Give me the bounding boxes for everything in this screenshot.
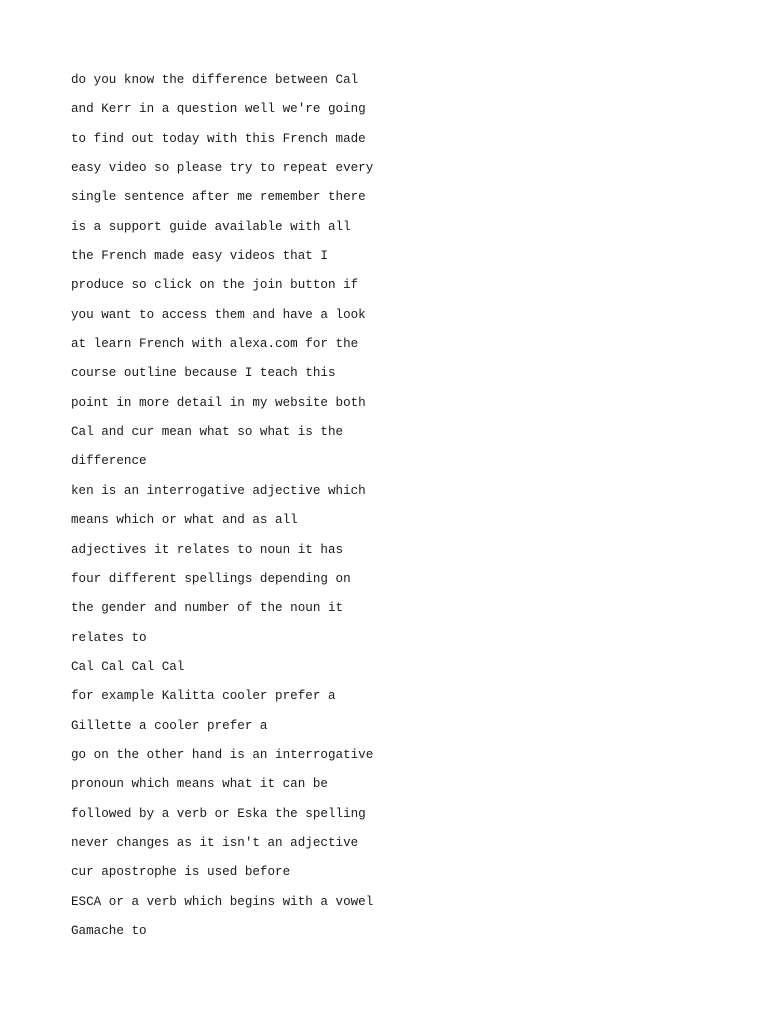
- transcript-line: is a support guide available with all: [71, 219, 351, 234]
- transcript-line: single sentence after me remember there: [71, 190, 366, 205]
- transcript-line: cur apostrophe is used before: [71, 865, 291, 880]
- transcript-line: at learn French with alexa.com for the: [71, 337, 359, 352]
- transcript-line: Gamache to: [71, 923, 147, 938]
- transcript-line: difference: [71, 454, 147, 469]
- transcript-line: do you know the difference between Cal: [71, 73, 359, 87]
- transcript-line: course outline because I teach this: [71, 366, 336, 381]
- transcript-line: the French made easy videos that I: [71, 249, 328, 264]
- transcript-line: four different spellings depending on: [71, 571, 351, 586]
- transcript-line: means which or what and as all: [71, 513, 298, 528]
- transcript-text: [71, 70, 373, 950]
- transcript-line: never changes as it isn't an adjective: [71, 835, 359, 850]
- transcript-line: followed by a verb or Eska the spelling: [71, 806, 366, 821]
- transcript-line: Cal and cur mean what so what is the: [71, 425, 344, 440]
- transcript-line: Gillette a cooler prefer a: [71, 718, 268, 733]
- transcript-line: pronoun which means what it can be: [71, 777, 328, 792]
- transcript-line: produce so click on the join button if: [71, 278, 359, 293]
- transcript-line: to find out today with this French made: [71, 131, 366, 146]
- transcript-line: go on the other hand is an interrogative: [71, 747, 374, 762]
- transcript-line: ken is an interrogative adjective which: [71, 483, 366, 498]
- transcript-line: for example Kalitta cooler prefer a: [71, 689, 336, 704]
- transcript-line: the gender and number of the noun it: [71, 601, 344, 616]
- transcript-line: ESCA or a verb which begins with a vowel: [71, 894, 374, 909]
- transcript-line: you want to access them and have a look: [71, 307, 366, 322]
- transcript-line: and Kerr in a question well we're going: [71, 102, 366, 117]
- transcript-line: adjectives it relates to noun it has: [71, 542, 344, 557]
- transcript-line: easy video so please try to repeat every: [71, 161, 374, 176]
- transcript-line: point in more detail in my website both: [71, 395, 366, 410]
- transcript-line: relates to: [71, 630, 147, 645]
- transcript-line: Cal Cal Cal Cal: [71, 659, 185, 674]
